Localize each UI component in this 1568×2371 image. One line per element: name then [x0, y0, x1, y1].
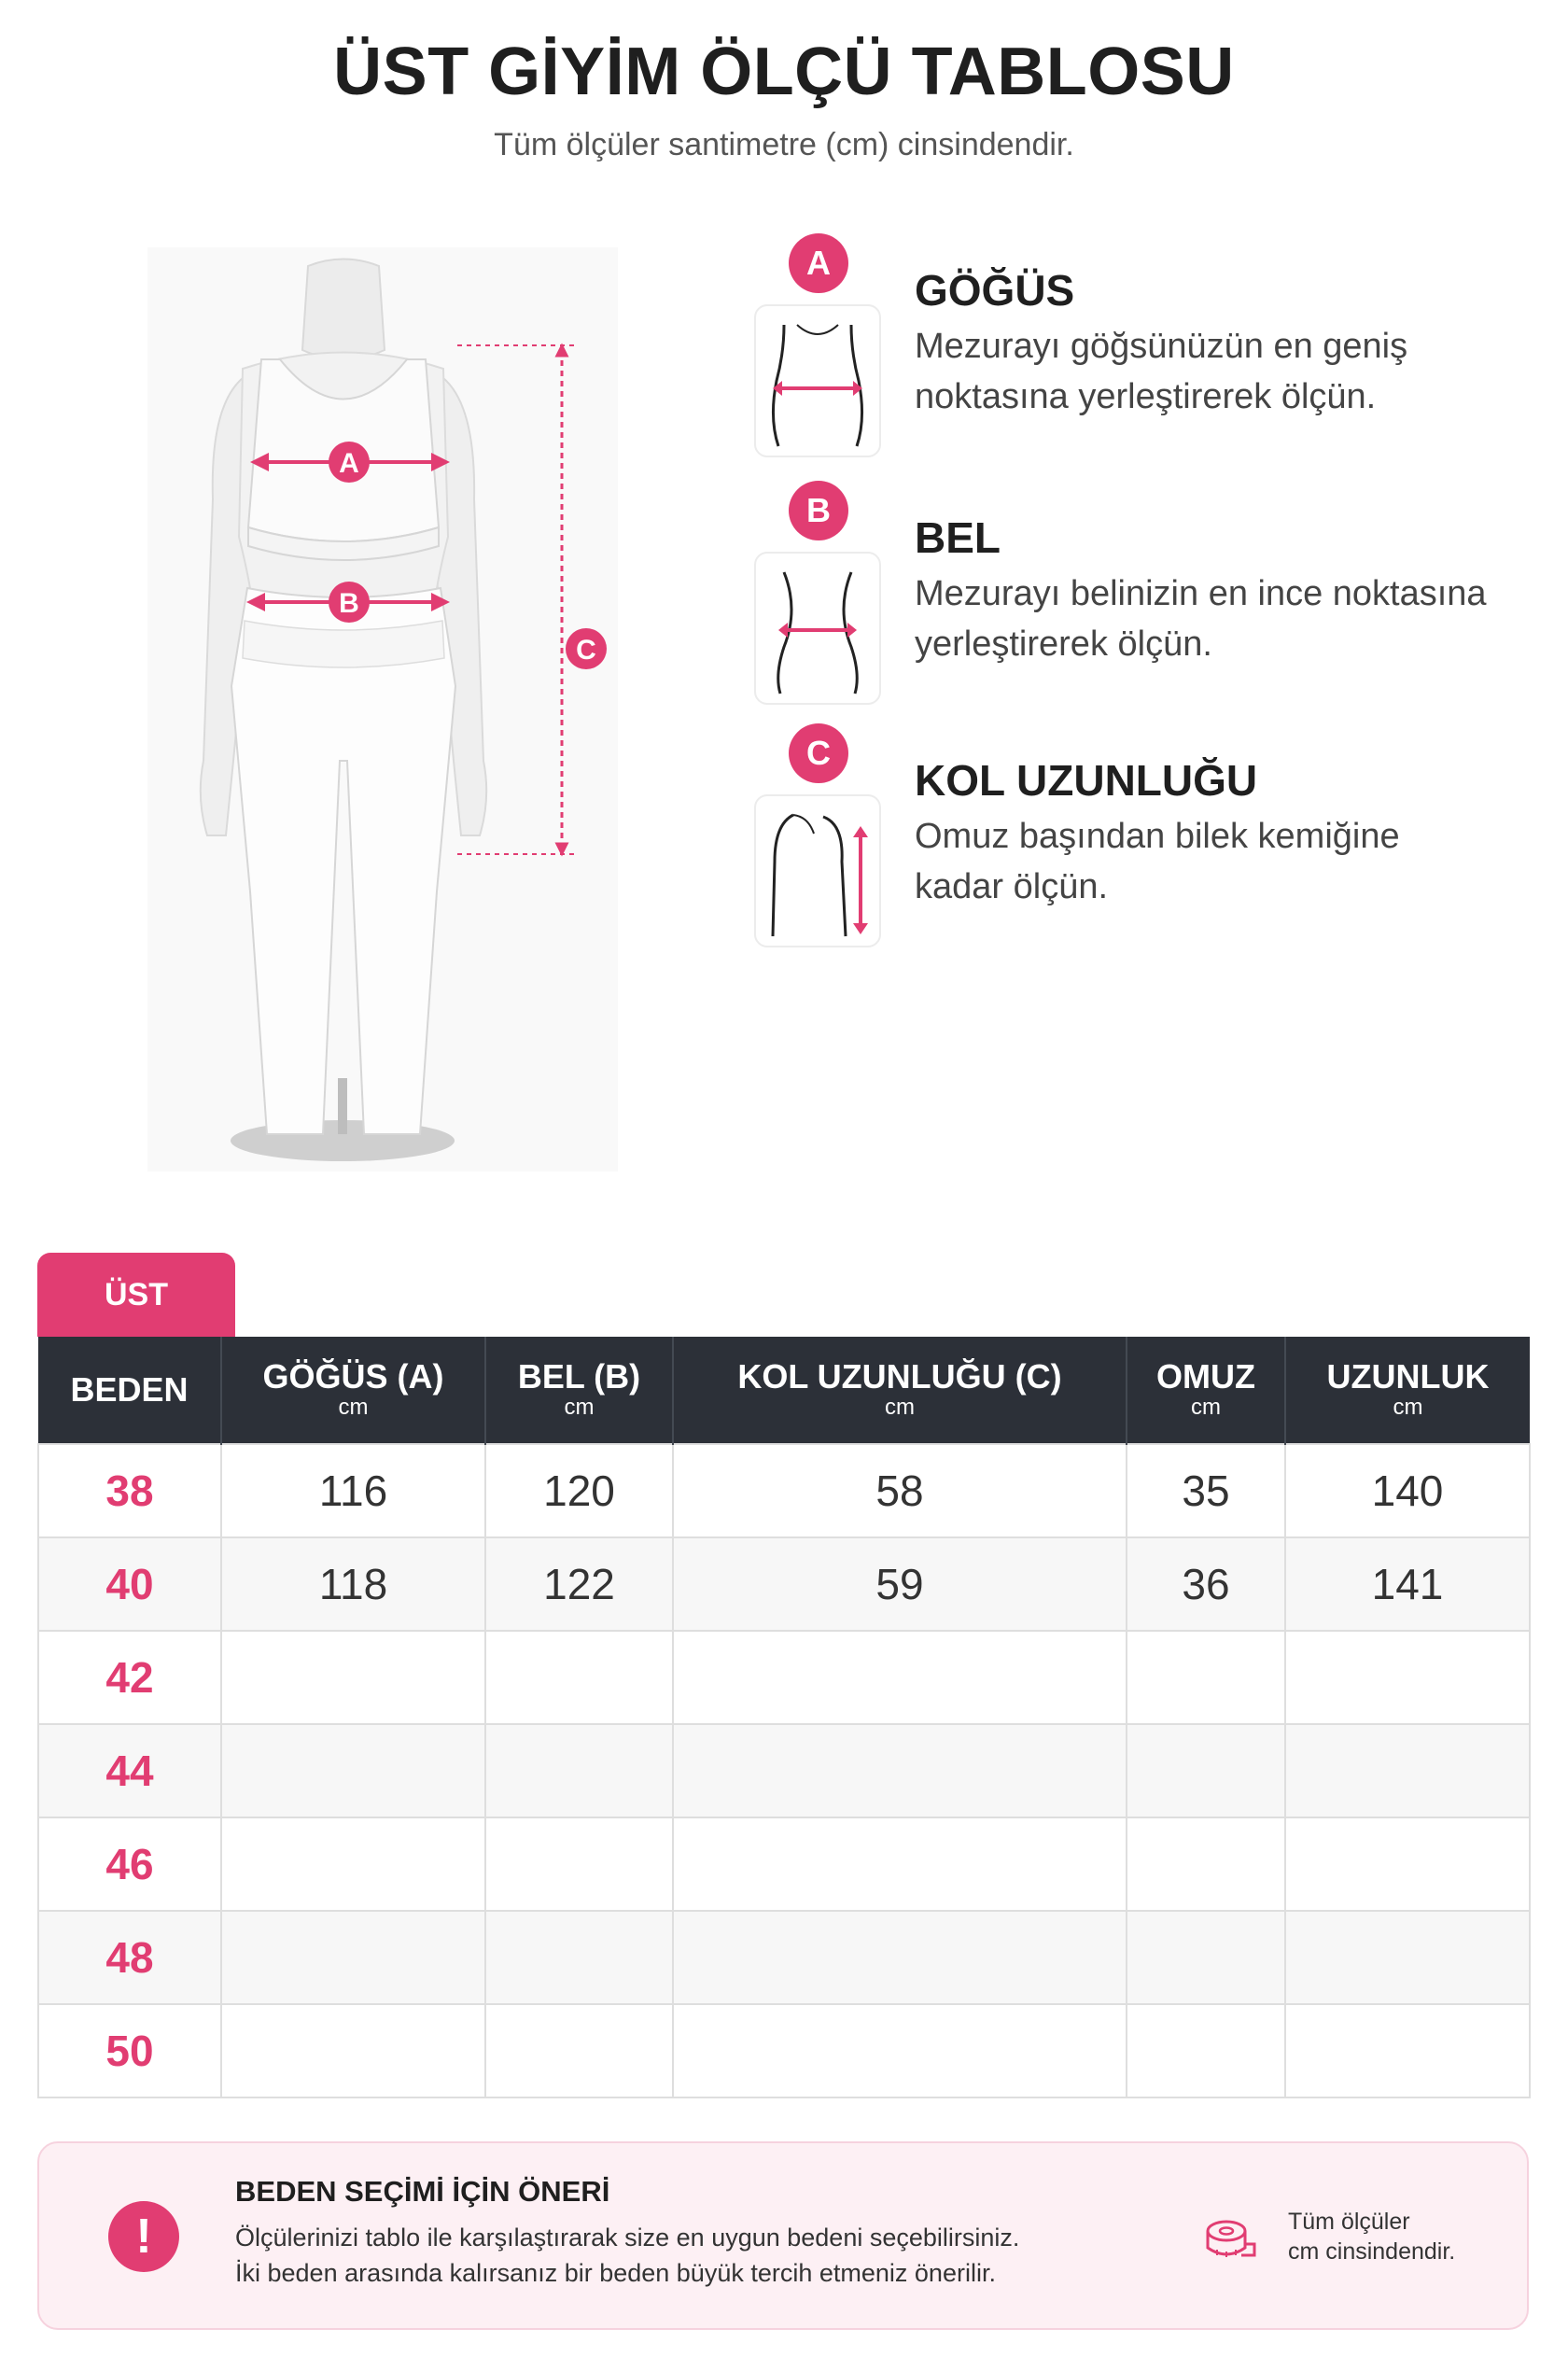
exclamation-icon: ! — [108, 2201, 179, 2272]
table-cell — [1127, 1911, 1285, 2004]
table-cell: 120 — [485, 1444, 673, 1537]
page-title: ÜST GİYİM ÖLÇÜ TABLOSU — [333, 35, 1235, 109]
sleeve-icon — [754, 794, 881, 947]
table-cell — [1127, 1724, 1285, 1817]
table-cell: 118 — [221, 1537, 485, 1631]
tip-line-2: İki beden arasında kalırsanız bir beden büyük tercih etmeniz önerilir. — [235, 2259, 996, 2287]
chest-icon — [754, 304, 881, 457]
size-cell: 50 — [38, 2004, 221, 2097]
table-cell: 58 — [673, 1444, 1127, 1537]
size-cell: 44 — [38, 1724, 221, 1817]
table-cell — [221, 1817, 485, 1911]
page-subtitle: Tüm ölçüler santimetre (cm) cinsindendir. — [494, 127, 1074, 162]
tip-title: BEDEN SEÇİMİ İÇİN ÖNERİ — [235, 2175, 610, 2208]
mannequin-neck — [302, 260, 385, 360]
table-cell — [673, 2004, 1127, 2097]
table-cell — [485, 1724, 673, 1817]
waist-icon — [754, 552, 881, 705]
tip-note-2: cm cinsindendir. — [1288, 2238, 1456, 2265]
header-beden: BEDEN — [38, 1337, 221, 1444]
table-cell: 116 — [221, 1444, 485, 1537]
header-bel: BEL (B) cm — [485, 1337, 673, 1444]
table-row — [38, 1817, 1530, 1911]
measure-chest — [747, 233, 1549, 462]
measure-waist-desc-2: yerleştirerek ölçün. — [915, 624, 1212, 664]
table-cell — [221, 2004, 485, 2097]
figure-label-b: B — [339, 588, 359, 619]
mannequin-figure — [140, 238, 625, 1181]
size-cell: 48 — [38, 1911, 221, 2004]
table-cell: 140 — [1285, 1444, 1530, 1537]
table-row — [38, 1537, 1530, 1631]
measure-waist-title: BEL — [915, 513, 1001, 562]
table-row — [38, 1631, 1530, 1724]
table-cell — [1127, 2004, 1285, 2097]
header-kol-uzunlugu: KOL UZUNLUĞU (C) cm — [673, 1337, 1127, 1444]
measure-waist-desc-1: Mezurayı belinizin en ince noktasına — [915, 574, 1487, 613]
table-cell — [673, 1631, 1127, 1724]
table-cell: 122 — [485, 1537, 673, 1631]
table-cell: 35 — [1127, 1444, 1285, 1537]
badge-a: A — [789, 233, 848, 293]
measure-chest-title: GÖĞÜS — [915, 266, 1075, 315]
header-omuz: OMUZ cm — [1127, 1337, 1285, 1444]
tape-measure-icon — [1204, 2212, 1256, 2265]
table-cell — [485, 1817, 673, 1911]
badge-c: C — [789, 723, 848, 783]
table-cell: 59 — [673, 1537, 1127, 1631]
table-cell — [1285, 1911, 1530, 2004]
table-cell — [673, 1724, 1127, 1817]
table-row — [38, 2004, 1530, 2097]
header-gogus: GÖĞÜS (A) cm — [221, 1337, 485, 1444]
size-table — [37, 1337, 1531, 2098]
size-cell: 38 — [38, 1444, 221, 1537]
table-row — [38, 1724, 1530, 1817]
tip-note-1: Tüm ölçüler — [1288, 2209, 1410, 2235]
measure-sleeve-desc-2: kadar ölçün. — [915, 867, 1109, 906]
table-cell — [221, 1631, 485, 1724]
table-cell — [1285, 1817, 1530, 1911]
measure-sleeve — [747, 723, 1549, 952]
table-cell — [221, 1911, 485, 2004]
table-cell — [221, 1724, 485, 1817]
table-row — [38, 1444, 1530, 1537]
size-cell: 42 — [38, 1631, 221, 1724]
table-cell — [1285, 1724, 1530, 1817]
size-tip-box — [37, 2141, 1529, 2330]
table-cell — [1285, 1631, 1530, 1724]
table-cell — [485, 2004, 673, 2097]
table-cell — [1127, 1817, 1285, 1911]
measure-sleeve-title: KOL UZUNLUĞU — [915, 756, 1258, 805]
table-cell: 36 — [1127, 1537, 1285, 1631]
tip-line-1: Ölçülerinizi tablo ile karşılaştırarak size en uygun bedeni seçebilirsiniz. — [235, 2224, 1020, 2252]
table-cell — [673, 1911, 1127, 2004]
figure-label-c: C — [576, 635, 596, 666]
figure-label-a: A — [339, 448, 359, 479]
table-cell — [1285, 2004, 1530, 2097]
size-cell: 46 — [38, 1817, 221, 1911]
table-row — [38, 1911, 1530, 2004]
table-cell — [1127, 1631, 1285, 1724]
table-header-row — [38, 1337, 1530, 1444]
table-cell — [673, 1817, 1127, 1911]
table-cell — [485, 1911, 673, 2004]
tab-ust[interactable]: ÜST — [37, 1253, 235, 1337]
measure-chest-desc-1: Mezurayı göğsünüzün en geniş — [915, 327, 1408, 366]
size-cell: 40 — [38, 1537, 221, 1631]
badge-b: B — [789, 481, 848, 540]
table-cell: 141 — [1285, 1537, 1530, 1631]
measure-chest-desc-2: noktasına yerleştirerek ölçün. — [915, 377, 1377, 416]
table-cell — [485, 1631, 673, 1724]
header-uzunluk: UZUNLUK cm — [1285, 1337, 1530, 1444]
measure-sleeve-desc-1: Omuz başından bilek kemiğine — [915, 817, 1400, 856]
measure-waist — [747, 481, 1549, 709]
